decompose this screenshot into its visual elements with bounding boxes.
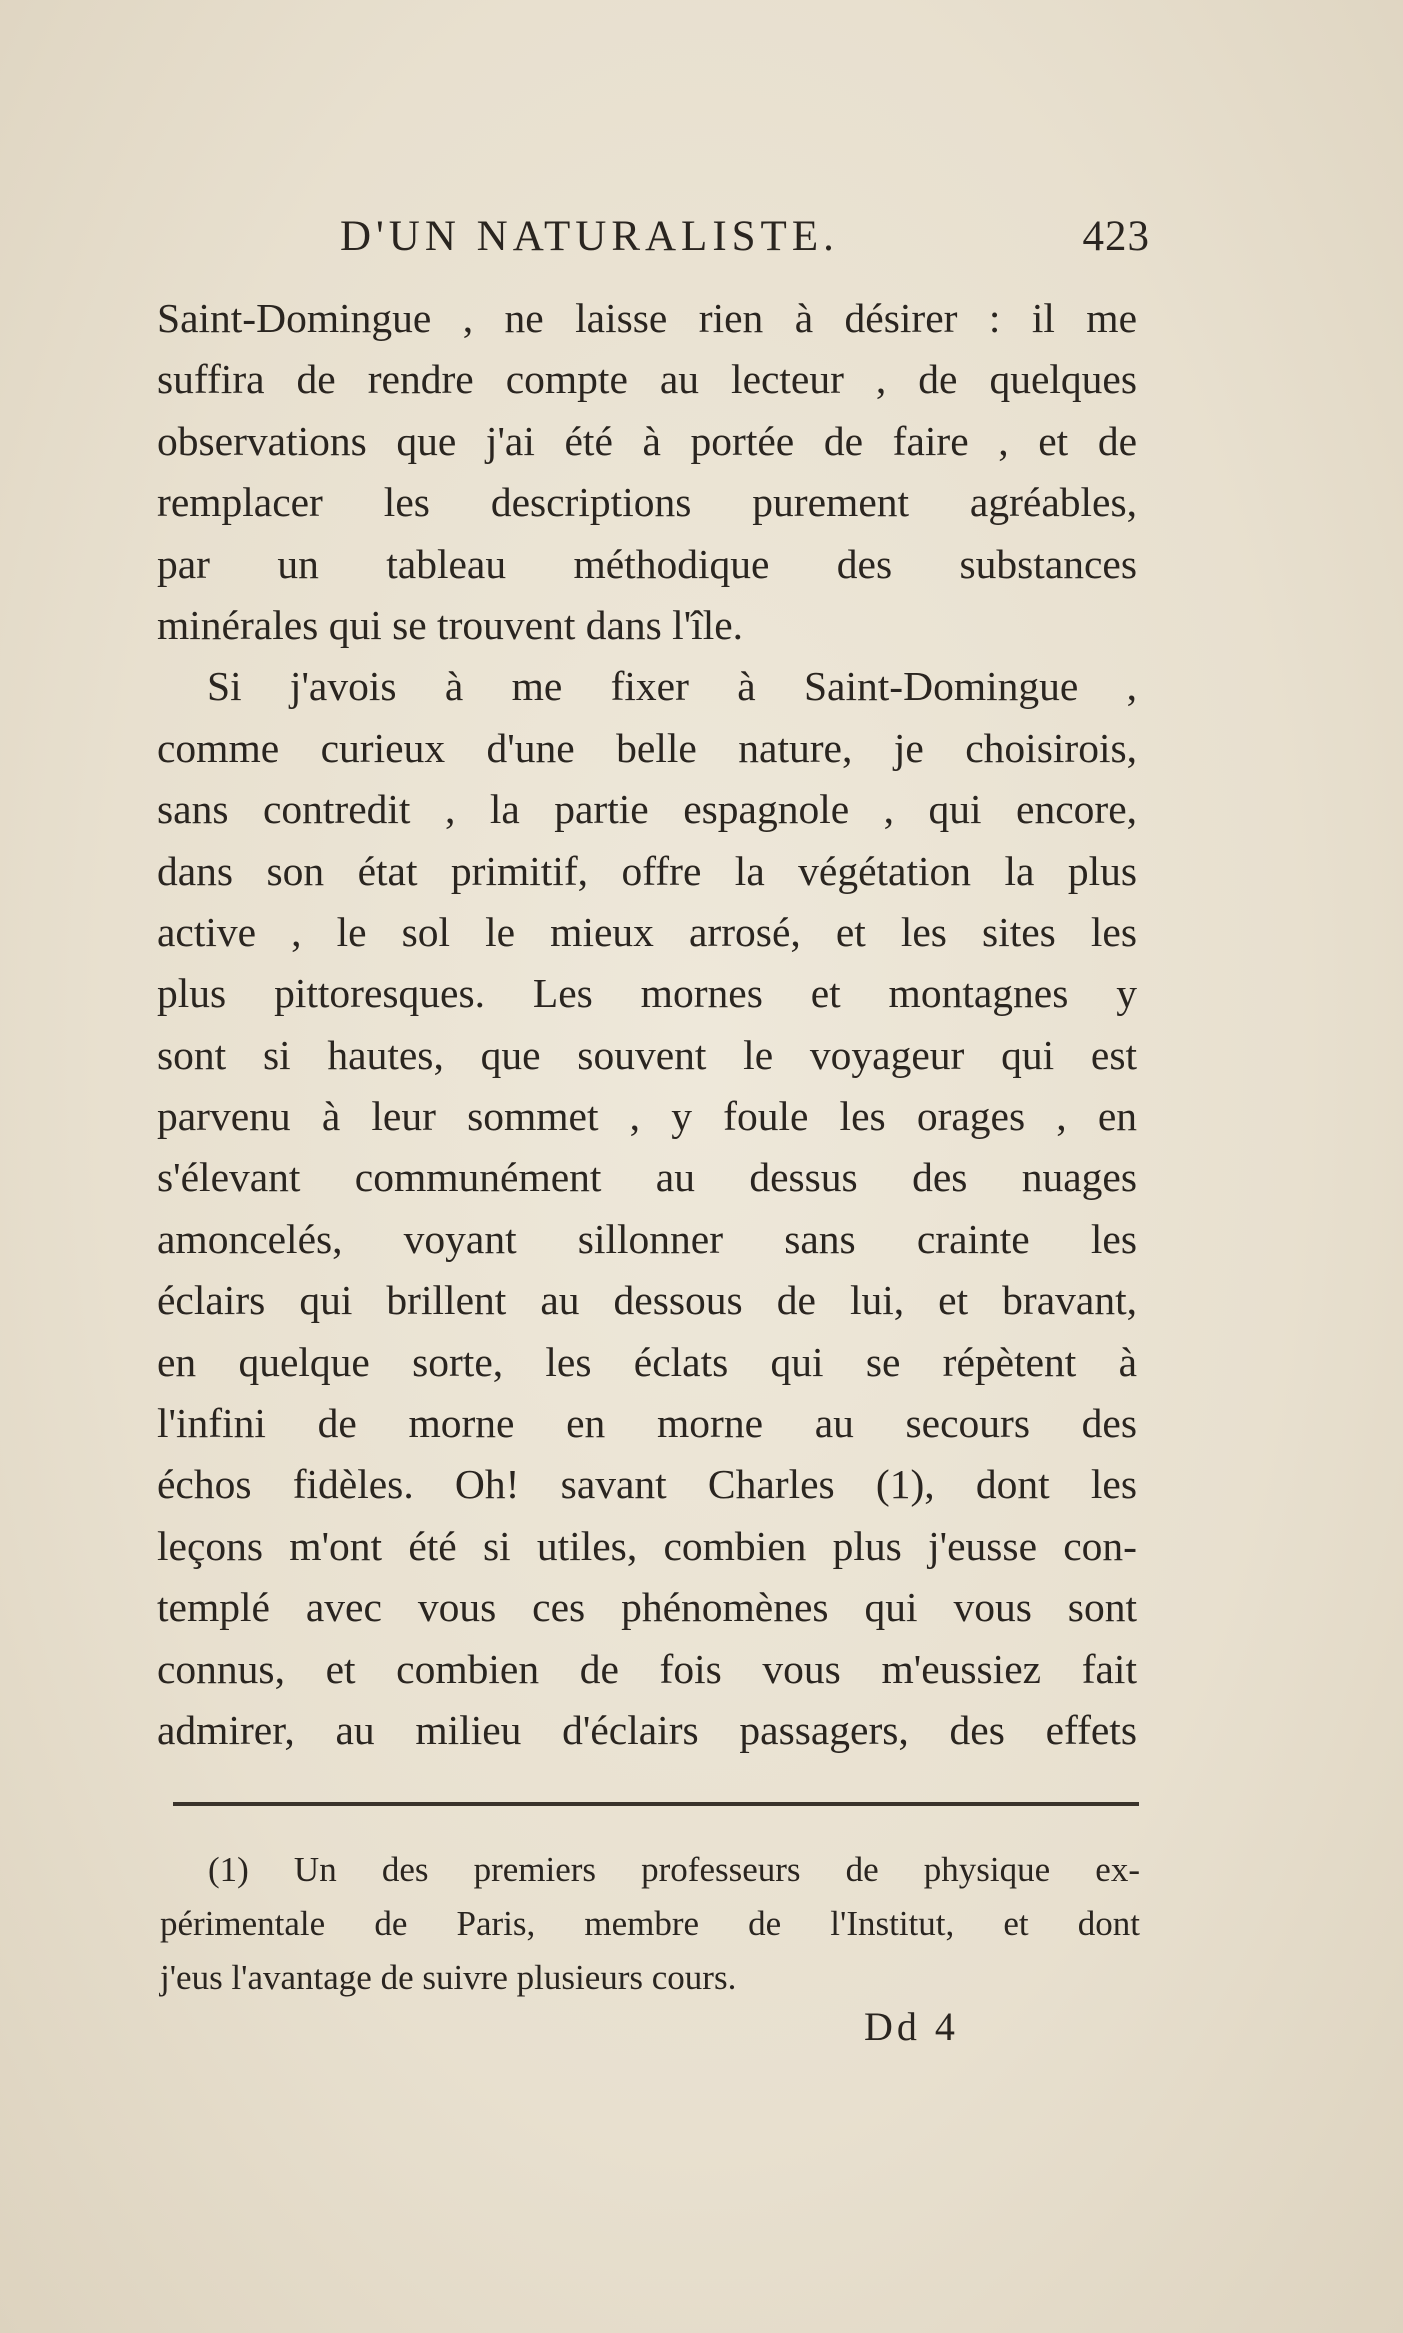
- text-line: suffira de rendre compte au lecteur , de quelques: [157, 356, 1137, 403]
- text-line: remplacer les descriptions purement agréables,: [157, 479, 1137, 526]
- text-line: active , le sol le mieux arrosé, et les sites les: [157, 908, 1137, 955]
- text-line: comme curieux d'une belle nature, je choisirois,: [157, 724, 1137, 771]
- footnote-rule: [173, 1802, 1139, 1806]
- text-line: amoncelés, voyant sillonner sans crainte les: [157, 1215, 1137, 1262]
- running-title: D'UN NATURALISTE.: [340, 213, 839, 260]
- page-header: [340, 212, 1150, 272]
- body-text: [157, 288, 1137, 1761]
- footnote-line: j'eus l'avantage de suivre plusieurs cours.: [160, 1958, 737, 1997]
- text-line: observations que j'ai été à portée de faire , et de: [157, 417, 1137, 464]
- text-line: l'infini de morne en morne au secours des: [157, 1400, 1137, 1447]
- text-line: parvenu à leur sommet , y foule les orages , en: [157, 1093, 1137, 1140]
- text-line: Si j'avois à me fixer à Saint-Domingue ,: [207, 663, 1137, 710]
- text-line: échos fidèles. Oh! savant Charles (1), dont les: [157, 1461, 1137, 1508]
- page-number: 423: [1082, 213, 1150, 260]
- footnote-line: (1) Un des premiers professeurs de physique ex-: [208, 1850, 1140, 1889]
- footnote-line: périmentale de Paris, membre de l'Institut, et dont: [160, 1904, 1140, 1943]
- text-line: connus, et combien de fois vous m'eussiez fait: [157, 1645, 1137, 1692]
- text-line: minérales qui se trouvent dans l'île.: [157, 601, 744, 648]
- footnote: [160, 1843, 1140, 2005]
- text-line: par un tableau méthodique des substances: [157, 540, 1137, 587]
- text-line: éclairs qui brillent au dessous de lui, et bravant,: [157, 1277, 1137, 1324]
- text-line: leçons m'ont été si utiles, combien plus j'eusse con-: [157, 1522, 1137, 1569]
- text-line: plus pittoresques. Les mornes et montagnes y: [157, 970, 1137, 1017]
- text-line: en quelque sorte, les éclats qui se répètent à: [157, 1338, 1137, 1385]
- text-line: Saint-Domingue , ne laisse rien à désirer : il me: [157, 295, 1137, 341]
- text-line: dans son état primitif, offre la végétation la plus: [157, 847, 1137, 894]
- text-line: admirer, au milieu d'éclairs passagers, des effets: [157, 1706, 1137, 1753]
- text-line: sont si hautes, que souvent le voyageur qui est: [157, 1031, 1137, 1078]
- text-line: s'élevant communément au dessus des nuages: [157, 1154, 1137, 1201]
- text-line: sans contredit , la partie espagnole , qui encore,: [157, 786, 1137, 833]
- text-line: templé avec vous ces phénomènes qui vous sont: [157, 1584, 1137, 1631]
- signature-mark: Dd 4: [864, 2004, 959, 2049]
